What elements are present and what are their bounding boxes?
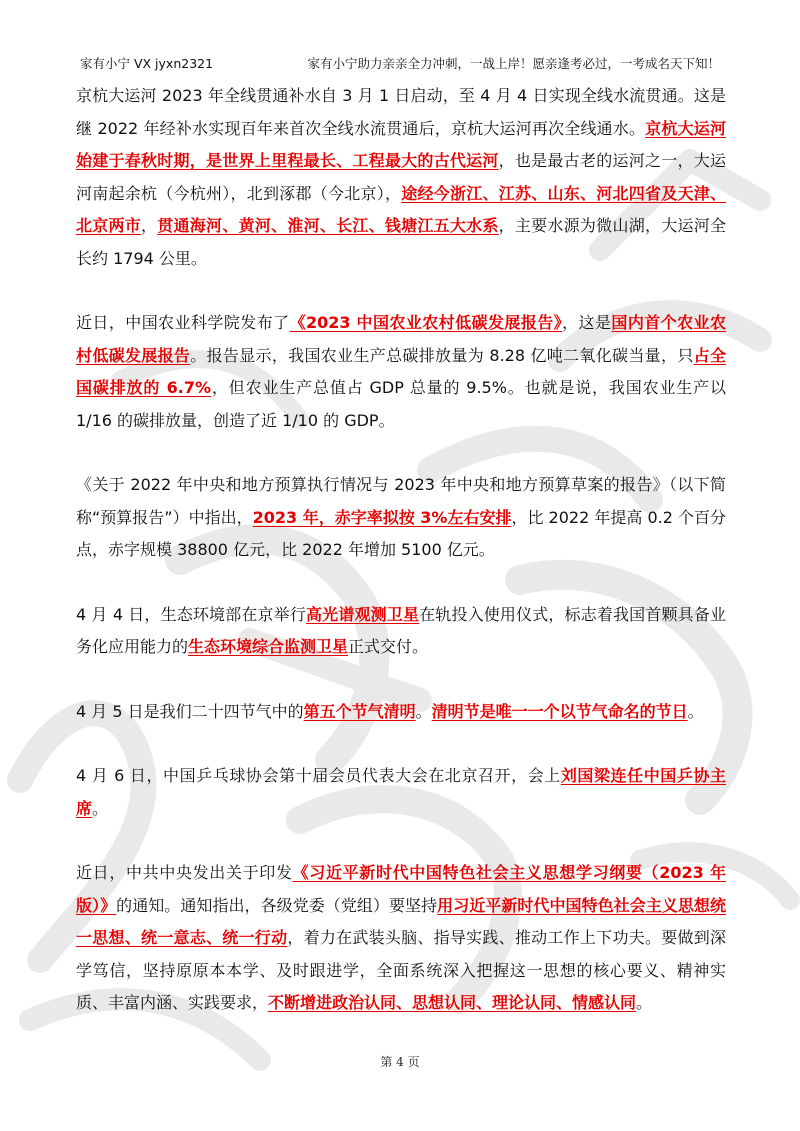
paragraph-text: 《关于 2022 年中央和地方预算执行情况与 2023 年中央和地方预算草案的报告》（以下简称“预算报告”）中指出， <box>76 475 726 527</box>
paragraph <box>76 857 726 1020</box>
paragraph-text: 正式交付。 <box>348 637 429 656</box>
highlighted-key-point: 用习近平新时代中国特色社会主义思想统一思想、统一意志、统一行动 <box>76 895 726 947</box>
paragraph <box>76 599 726 664</box>
paragraph-text: ，比 2022 年提高 0.2 个百分点，赤字规模 38800 亿元，比 2022 年增加 5100 亿元。 <box>76 507 726 559</box>
highlighted-key-point: 占全国碳排放的 6.7% <box>76 345 726 397</box>
highlighted-key-point: 第五个节气清明 <box>303 701 416 721</box>
paragraph-text: 。报告显示，我国农业生产总碳排放量为 8.28 亿吨二氧化碳当量，只 <box>190 345 694 365</box>
highlighted-key-point: 高光谱观测卫星 <box>306 604 420 624</box>
paragraph-text: ，主要水源为微山湖，大运河全长约 1794 公里。 <box>76 216 726 268</box>
paragraph <box>76 80 726 275</box>
document-body <box>76 80 726 1052</box>
paragraph-text: 4 月 5 日是我们二十四节气中的 <box>76 701 304 721</box>
highlighted-key-point: 《习近平新时代中国特色社会主义思想学习纲要（2023 年版）》 <box>76 863 726 915</box>
header-left-text: 家有小宁 VX jyxn2321 <box>80 56 214 71</box>
paragraph <box>76 760 726 825</box>
paragraph-text: ，也是最古老的运河之一，大运河南起余杭（今杭州），北到涿郡（今北京）， <box>76 151 726 203</box>
highlighted-key-point: 清明节是唯一一个以节气命名的节日 <box>431 701 688 721</box>
paragraph-text: ，这是 <box>562 313 612 332</box>
highlighted-key-point: 途经今浙江、江苏、山东、河北四省及天津、北京两市 <box>76 183 726 235</box>
paragraph-text: 4 月 4 日，生态环境部在京举行 <box>76 604 306 624</box>
highlighted-key-point: 2023 年，赤字率拟按 3%左右安排 <box>252 507 512 527</box>
paragraph-text: 。 <box>415 701 432 721</box>
paragraph-text: ， <box>141 216 158 235</box>
highlighted-key-point: 贯通海河、黄河、淮河、长江、钱塘江五大水系 <box>157 216 499 235</box>
paragraph-text: 。 <box>636 993 653 1012</box>
header-right-slogan: 家有小宁助力亲亲全力冲刺，一战上岸！愿亲逢考必过，一考成名天下知！ <box>307 56 720 71</box>
paragraph <box>76 307 726 437</box>
highlighted-key-point: 生态环境综合监测卫星 <box>188 637 349 656</box>
paragraph-text: 京杭大运河 2023 年全线贯通补水自 3 月 1 日启动，至 4 月 4 日实现全线水流贯通。这是继 2022 年经补水实现百年来首次全线水流贯通后，京杭大运河再次全线通水。 <box>76 86 726 138</box>
highlighted-key-point: 京杭大运河始建于春秋时期，是世界上里程最长、工程最大的古代运河 <box>76 118 726 170</box>
page-number: 第 4 页 <box>380 1055 420 1069</box>
page-header <box>80 54 720 70</box>
paragraph <box>76 696 726 729</box>
paragraph-text: 。 <box>92 798 109 818</box>
paragraph-text: 在轨投入使用仪式，标志着我国首颗具备业务化应用能力的 <box>76 604 726 656</box>
paragraph-text: 近日，中国农业科学院发布了 <box>76 313 290 332</box>
paragraph-text: 4 月 6 日，中国乒乓球协会第十届会员代表大会在北京召开，会上 <box>76 766 561 785</box>
paragraph-text: ，着力在武装头脑、指导实践、推动工作上下功夫。要做到深学笃信，坚持原原本本学、及时跟进学，全面系统深入把握这一思想的核心要义、精神实质、丰富内涵、实践要求， <box>76 928 726 1012</box>
paragraph-text: ，但农业生产总值占 GDP 总量的 9.5%。也就是说，我国农业生产以 1/16 的碳排放量，创造了近 1/10 的 GDP。 <box>76 378 726 430</box>
highlighted-key-point: 国内首个农业农村低碳发展报告 <box>76 313 726 365</box>
highlighted-key-point: 刘国梁连任中国乒协主席 <box>76 766 726 818</box>
paragraph-text: 。 <box>687 701 704 721</box>
paragraph <box>76 469 726 567</box>
paragraph-text: 近日，中共中央发出关于印发 <box>76 863 293 882</box>
highlighted-key-point: 《2023 中国农业农村低碳发展报告》 <box>289 313 563 332</box>
paragraph-text: 的通知。通知指出，各级党委（党组）要坚持 <box>116 895 438 915</box>
highlighted-key-point: 不断增进政治认同、思想认同、理论认同、情感认同 <box>268 993 637 1012</box>
